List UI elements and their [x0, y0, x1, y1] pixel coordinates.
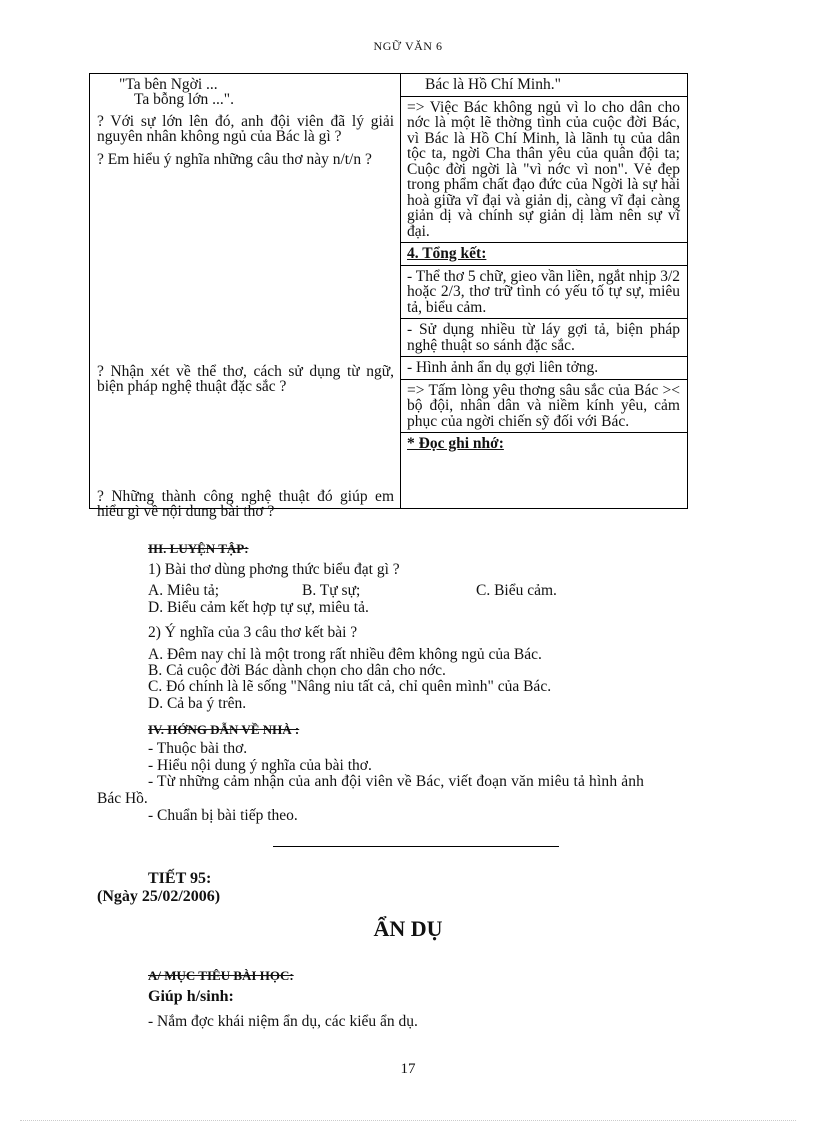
practice-q2-b: B. Cả cuộc đời Bác dành chọn cho dân cho nớc.: [148, 662, 446, 679]
homework-item-3-cont: Bác Hồ.: [97, 790, 148, 807]
section-divider: [273, 846, 559, 847]
lesson-table: [89, 73, 688, 520]
summary-item-2: - Sử dụng nhiều từ láy gợi tả, biện pháp nghệ thuật so sánh đặc sắc.: [407, 321, 680, 354]
homework-item-4: - Chuẩn bị bài tiếp theo.: [148, 807, 298, 824]
summary-item-4: => Tấm lòng yêu thơng sâu sắc của Bác >< bộ đội, nhân dân và niềm kính yêu, cảm phục của ngời chiến sỹ đối với Bác.: [407, 381, 680, 430]
quote-line-1: "Ta bên Ngời ...: [119, 76, 218, 93]
lesson-date: (Ngày 25/02/2006): [97, 888, 221, 905]
objective-1: - Nắm đợc khái niệm ẩn dụ, các kiểu ẩn dụ.: [148, 1013, 418, 1030]
practice-q1: 1) Bài thơ dùng phơng thức biểu đạt gì ?: [148, 561, 400, 578]
page-number: 17: [400, 1061, 416, 1077]
help-students: Giúp h/sinh:: [148, 988, 234, 1005]
answers-column: [401, 74, 688, 509]
practice-q2-a: A. Đêm nay chỉ là một trong rất nhiều đêm không ngủ của Bác.: [148, 646, 542, 663]
homework-title: IV. HỚNG DẪN VỀ NHÀ :: [148, 722, 300, 737]
practice-title: III. LUYỆN TẬP:: [148, 541, 249, 556]
page-header: NGỮ VĂN 6: [373, 39, 443, 53]
question-3: ? Nhận xét về thể thơ, cách sử dụng từ ngữ, biện pháp nghệ thuật đặc sắc ?: [97, 363, 394, 395]
objectives-title: A/ MỤC TIÊU BÀI HỌC:: [148, 968, 294, 983]
summary-item-1: - Thể thơ 5 chữ, gieo vần liền, ngắt nhịp 3/2 hoặc 2/3, thơ trữ tình có yếu tố tự sự, miêu tả, biểu cảm.: [407, 267, 680, 316]
homework-item-1: - Thuộc bài thơ.: [148, 740, 248, 757]
questions-column: [90, 74, 401, 520]
summary-title: 4. Tổng kết:: [407, 245, 487, 262]
practice-q2: 2) Ý nghĩa của 3 câu thơ kết bài ?: [148, 624, 358, 641]
practice-q1-b: B. Tự sự;: [302, 582, 361, 599]
question-1: ? Với sự lớn lên đó, anh đội viên đã lý giải nguyên nhân không ngủ của Bác là gì ?: [97, 113, 394, 145]
read-note: * Đọc ghi nhớ:: [407, 435, 504, 452]
lesson-title: ẨN DỤ: [373, 916, 443, 941]
quote-end: Bác là Hồ Chí Minh.": [425, 76, 561, 93]
practice-q1-c: C. Biểu cảm.: [476, 582, 557, 599]
practice-q2-d: D. Cả ba ý trên.: [148, 695, 247, 712]
quote-line-2: Ta bỗng lớn ...".: [134, 91, 234, 108]
lesson-period: TIẾT 95:: [148, 870, 212, 887]
homework-item-3: - Từ những cảm nhận của anh đội viên về Bác, viết đoạn văn miêu tả hình ảnh: [148, 773, 645, 790]
practice-q1-d: D. Biểu cảm kết hợp tự sự, miêu tả.: [148, 599, 369, 616]
summary-item-3: - Hình ảnh ẩn dụ gợi liên tởng.: [407, 359, 599, 376]
answer-explain: => Việc Bác không ngủ vì lo cho dân cho nớc là một lẽ thờng tình của cuộc đời Bác, vì Bác là Hồ Chí Minh, là lãnh tụ của dân tộc ta, ngời Cha thân yêu của quân đội ta; Cuộc đời ngời là "vì nớc vì non". Vẻ đẹp trong phẩm chất đạo đức của Ngời là sự hài hoà giữa vĩ đại và giản dị, càng vĩ đại càng giản dị và chính sự giản dị làm nên sự vĩ đại.: [407, 98, 680, 240]
practice-q2-c: C. Đó chính là lẽ sống "Nâng niu tất cả, chỉ quên mình" của Bác.: [148, 678, 552, 695]
question-2: ? Em hiểu ý nghĩa những câu thơ này n/t/n ?: [97, 151, 372, 168]
practice-q1-a: A. Miêu tả;: [148, 582, 220, 599]
question-4: ? Những thành công nghệ thuật đó giúp em hiểu gì về nội dung bài thơ ?: [97, 488, 394, 520]
homework-item-2: - Hiểu nội dung ý nghĩa của bài thơ.: [148, 757, 372, 774]
